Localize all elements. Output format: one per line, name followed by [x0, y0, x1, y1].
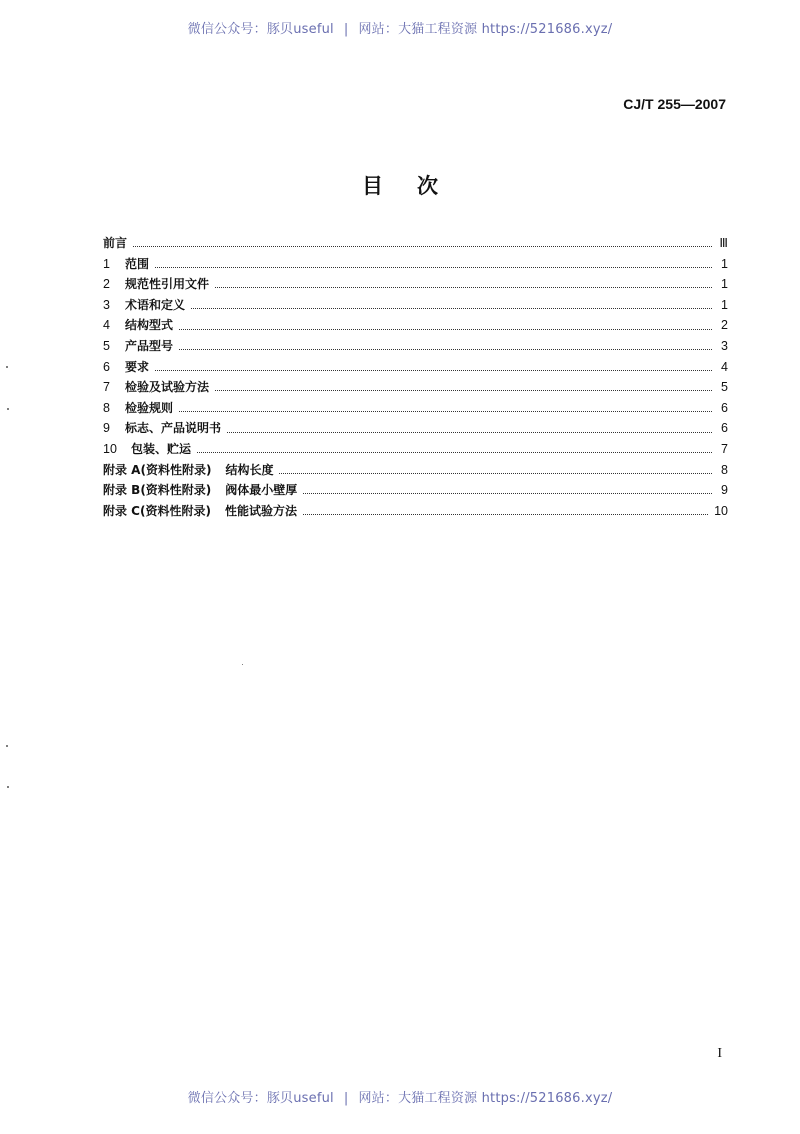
- toc-entry-label: 范围: [125, 256, 150, 271]
- toc-dot-leader: [215, 389, 712, 391]
- toc-entry: [103, 481, 728, 502]
- toc-entry-label: 前言: [103, 236, 128, 250]
- toc-entry-label: 术语和定义: [125, 297, 186, 312]
- toc-entry-page: 1: [721, 256, 728, 271]
- scan-speck: [242, 664, 243, 665]
- page-title: 目次: [362, 174, 472, 198]
- toc-entry-label: 产品型号: [125, 338, 174, 353]
- toc-dot-leader: [197, 451, 712, 453]
- toc-entry: [103, 316, 728, 337]
- scan-speck: [6, 366, 8, 368]
- table-of-contents: [103, 234, 728, 522]
- toc-dot-leader: [227, 431, 712, 433]
- toc-entry-number: 6: [103, 359, 110, 374]
- toc-entry-page: 1: [721, 297, 728, 312]
- toc-dot-leader: [179, 348, 712, 350]
- toc-entry-page: 4: [721, 359, 728, 374]
- toc-entry-label: 附录 B(资料性附录): [103, 483, 212, 498]
- toc-entry-page: 6: [721, 400, 728, 415]
- watermark-bottom: [0, 1087, 800, 1106]
- toc-entry-number: 2: [103, 277, 110, 292]
- toc-entry-page: 3: [721, 338, 728, 353]
- toc-entry-label: 附录 C(资料性附录): [103, 503, 211, 518]
- toc-entry-number: 3: [103, 297, 110, 312]
- toc-entry-number: 10: [103, 441, 117, 456]
- toc-entry-number: 8: [103, 400, 110, 415]
- toc-entry-subtitle: 结构长度: [225, 462, 274, 477]
- toc-dot-leader: [191, 307, 712, 309]
- toc-dot-leader: [179, 410, 712, 412]
- toc-entry: [103, 440, 728, 461]
- watermark-wechat: 微信公众号：豚贝useful: [187, 1091, 334, 1106]
- watermark-separator: |: [343, 22, 349, 37]
- toc-entry-label: 结构型式: [125, 318, 174, 333]
- toc-entry: [103, 296, 728, 317]
- watermark-site: 网站：大猫工程资源 https://521686.xyz/: [358, 22, 613, 37]
- toc-dot-leader: [179, 328, 712, 330]
- toc-entry-page: 8: [721, 462, 728, 477]
- toc-dot-leader: [303, 513, 708, 515]
- toc-entry-label: 检验规则: [125, 400, 174, 415]
- toc-entry-page: 10: [714, 503, 728, 518]
- toc-entry: [103, 358, 728, 379]
- toc-entry-number: 7: [103, 380, 110, 395]
- scan-speck: [7, 408, 9, 410]
- toc-entry: [103, 234, 728, 255]
- toc-entry-label: 包装、贮运: [131, 441, 192, 456]
- toc-entry-page: 2: [721, 318, 728, 333]
- toc-entry: [103, 275, 728, 296]
- toc-entry: [103, 502, 728, 523]
- toc-entry: [103, 255, 728, 276]
- toc-entry-number: 1: [103, 256, 110, 271]
- toc-entry-page: 6: [721, 421, 728, 436]
- toc-entry-page: 9: [721, 483, 728, 498]
- toc-entry-page: 5: [721, 380, 728, 395]
- toc-dot-leader: [133, 245, 712, 247]
- toc-entry-label: 标志、产品说明书: [125, 421, 222, 436]
- scan-speck: [6, 745, 8, 747]
- toc-dot-leader: [215, 286, 712, 288]
- toc-entry: [103, 461, 728, 482]
- toc-dot-leader: [155, 369, 712, 371]
- toc-entry-label: 规范性引用文件: [125, 277, 210, 292]
- toc-entry-label: 附录 A(资料性附录): [103, 462, 212, 477]
- toc-dot-leader: [155, 266, 712, 268]
- toc-entry-subtitle: 阀体最小壁厚: [225, 483, 298, 498]
- toc-entry: [103, 378, 728, 399]
- standard-code: CJ/T 255—2007: [623, 96, 726, 112]
- watermark-site: 网站：大猫工程资源 https://521686.xyz/: [358, 1091, 613, 1106]
- toc-entry-number: 5: [103, 338, 110, 353]
- page-number: I: [717, 1046, 722, 1061]
- toc-entry-label: 检验及试验方法: [125, 380, 210, 395]
- watermark-top: [0, 18, 800, 37]
- toc-entry-page: Ⅲ: [719, 236, 728, 250]
- toc-entry-number: 4: [103, 318, 110, 333]
- toc-entry-label: 要求: [125, 359, 150, 374]
- toc-entry-number: 9: [103, 421, 110, 436]
- toc-entry: [103, 399, 728, 420]
- watermark-wechat: 微信公众号：豚贝useful: [187, 22, 334, 37]
- toc-entry-page: 7: [721, 441, 728, 456]
- toc-entry-page: 1: [721, 277, 728, 292]
- toc-dot-leader: [279, 472, 712, 474]
- toc-entry-subtitle: 性能试验方法: [224, 503, 297, 518]
- scan-speck: [7, 786, 9, 788]
- toc-entry: [103, 337, 728, 358]
- toc-entry: [103, 419, 728, 440]
- toc-dot-leader: [303, 492, 712, 494]
- watermark-separator: |: [343, 1091, 349, 1106]
